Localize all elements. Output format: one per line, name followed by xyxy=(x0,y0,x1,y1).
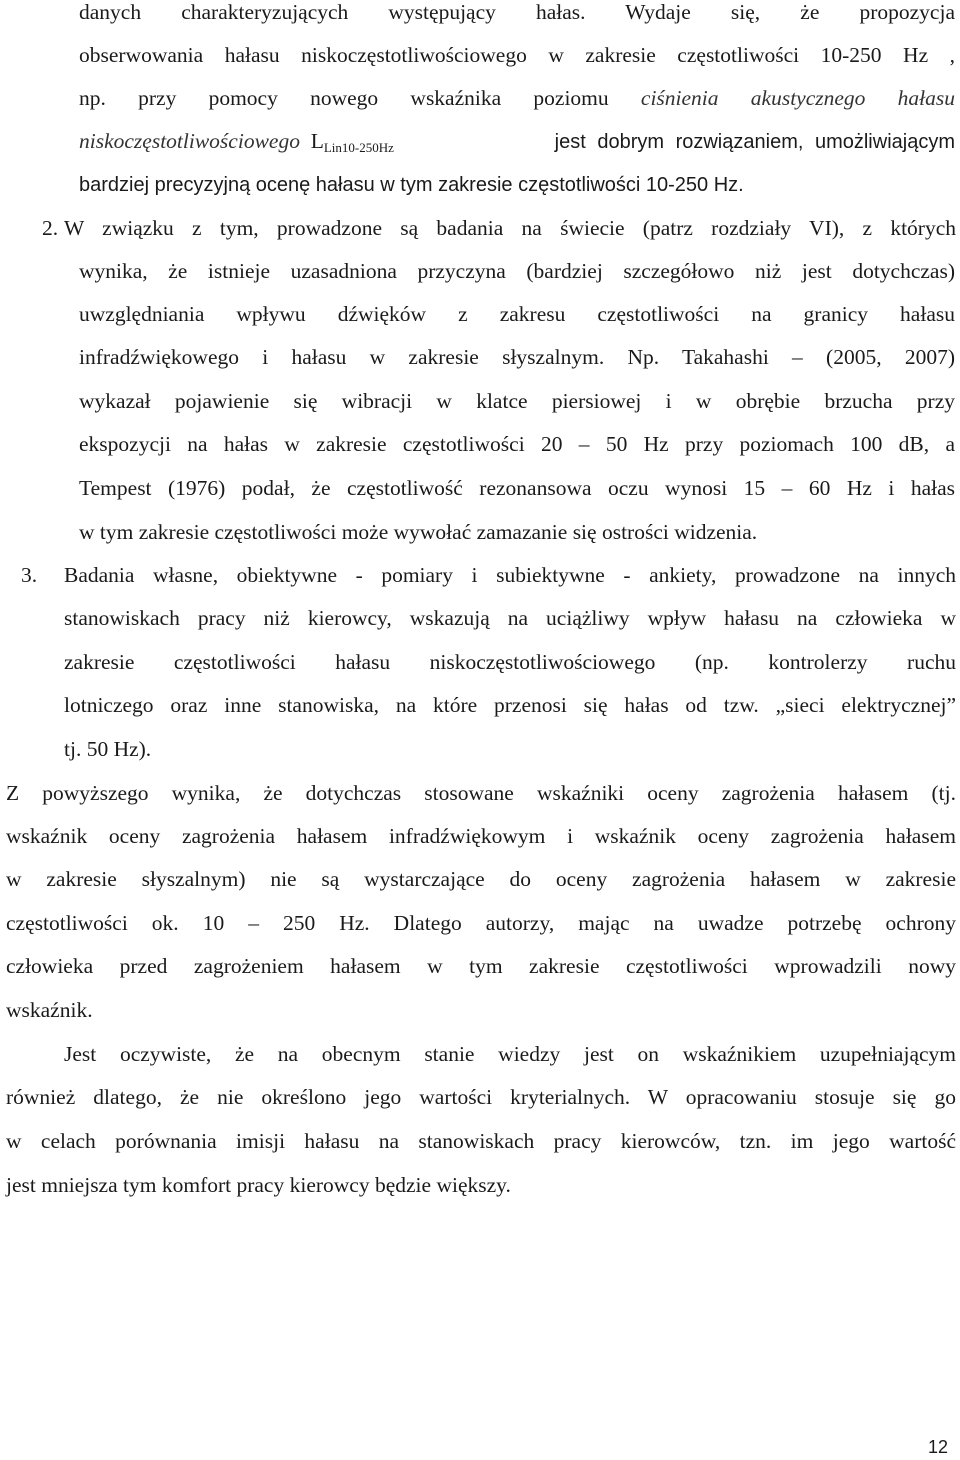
item2-number: 2. xyxy=(42,216,59,240)
item1-line-5: bardziej precyzyjną ocenę hałasu w tym zakresie częstotliwości 10-250 Hz. xyxy=(79,174,744,196)
para1-line-3: w zakresie słyszalnym) nie są wystarczające do oceny zagrożenia hałasem w zakresie xyxy=(6,867,956,891)
para1-line-5: człowieka przed zagrożeniem hałasem w tym zakresie częstotliwości wprowadzili nowy xyxy=(6,954,956,978)
item1-line-3-italic: ciśnienia akustycznego hałasu xyxy=(640,86,955,110)
para1-line-2: wskaźnik oceny zagrożenia hałasem infradźwiękowym i wskaźnik oceny zagrożenia hałasem xyxy=(6,824,956,848)
para2-line-2: również dlatego, że nie określono jego wartości kryterialnych. W opracowaniu stosuje się go xyxy=(6,1085,956,1109)
para1-line-4: częstotliwości ok. 10 – 250 Hz. Dlatego autorzy, mając na uwadze potrzebę ochrony xyxy=(6,911,956,935)
item3-number: 3. xyxy=(21,563,38,587)
item3-line-5: tj. 50 Hz). xyxy=(64,737,152,761)
item3-line-4: lotniczego oraz inne stanowiska, na które przenosi się hałas od tzw. „sieci elektrycznej” xyxy=(64,693,956,717)
para2-line-1: Jest oczywiste, że na obecnym stanie wiedzy jest on wskaźnikiem uzupełniającym xyxy=(64,1042,956,1066)
item1-line-4-subscript: Lin10-250Hz xyxy=(323,140,394,155)
item2-line-5: wykazał pojawienie się wibracji w klatce piersiowej i w obrębie brzucha przy xyxy=(79,389,955,413)
para1-line-1: Z powyższego wynika, że dotychczas stosowane wskaźniki oceny zagrożenia hałasem (tj. xyxy=(6,781,956,805)
item3-line-3: zakresie częstotliwości hałasu niskoczęstotliwościowego (np. kontrolerzy ruchu xyxy=(64,650,956,674)
item2-line-4: infradźwiękowego i hałasu w zakresie słyszalnym. Np. Takahashi – (2005, 2007) xyxy=(79,345,955,369)
item3-line-2: stanowiskach pracy niż kierowcy, wskazują na uciążliwy wpływ hałasu na człowieka w xyxy=(64,606,956,630)
item1-line-4-italic: niskoczęstotliwościowego xyxy=(79,129,300,153)
item2-line-7: Tempest (1976) podał, że częstotliwość rezonansowa oczu wynosi 15 – 60 Hz i hałas xyxy=(79,476,955,500)
item3-line-1: Badania własne, obiektywne - pomiary i subiektywne - ankiety, prowadzone na innych xyxy=(64,563,956,587)
item1-line-4 xyxy=(79,129,955,154)
item2-line-6: ekspozycji na hałas w zakresie częstotliwości 20 – 50 Hz przy poziomach 100 dB, a xyxy=(79,432,955,456)
item2-line-8: w tym zakresie częstotliwości może wywołać zamazanie się ostrości widzenia. xyxy=(79,520,758,544)
item1-line-4-symbol: L xyxy=(310,129,324,153)
item2-line-3: uwzględniania wpływu dźwięków z zakresu częstotliwości na granicy hałasu xyxy=(79,302,955,326)
item1-line-3-text: np. przy pomocy nowego wskaźnika poziomu xyxy=(79,86,641,110)
item2-line-2: wynika, że istnieje uzasadniona przyczyna (bardziej szczegółowo niż jest dotychczas) xyxy=(79,259,955,283)
item1-line-1: danych charakteryzujących występujący hałas. Wydaje się, że propozycja xyxy=(79,0,955,24)
item2-line-1: W związku z tym, prowadzone są badania na świecie (patrz rozdziały VI), z których xyxy=(64,216,956,240)
item1-line-3 xyxy=(79,86,955,111)
item1-line-2: obserwowania hałasu niskoczęstotliwościowego w zakresie częstotliwości 10-250 Hz , xyxy=(79,43,955,67)
page-number: 12 xyxy=(928,1437,949,1457)
para1-line-6: wskaźnik. xyxy=(6,998,93,1022)
para2-line-4: jest mniejsza tym komfort pracy kierowcy będzie większy. xyxy=(6,1173,511,1197)
para2-line-3: w celach porównania imisji hałasu na stanowiskach pracy kierowców, tzn. im jego wartość xyxy=(6,1129,956,1153)
item1-line-4-rest: jest dobrym rozwiązaniem, umożliwiającym xyxy=(554,131,955,153)
